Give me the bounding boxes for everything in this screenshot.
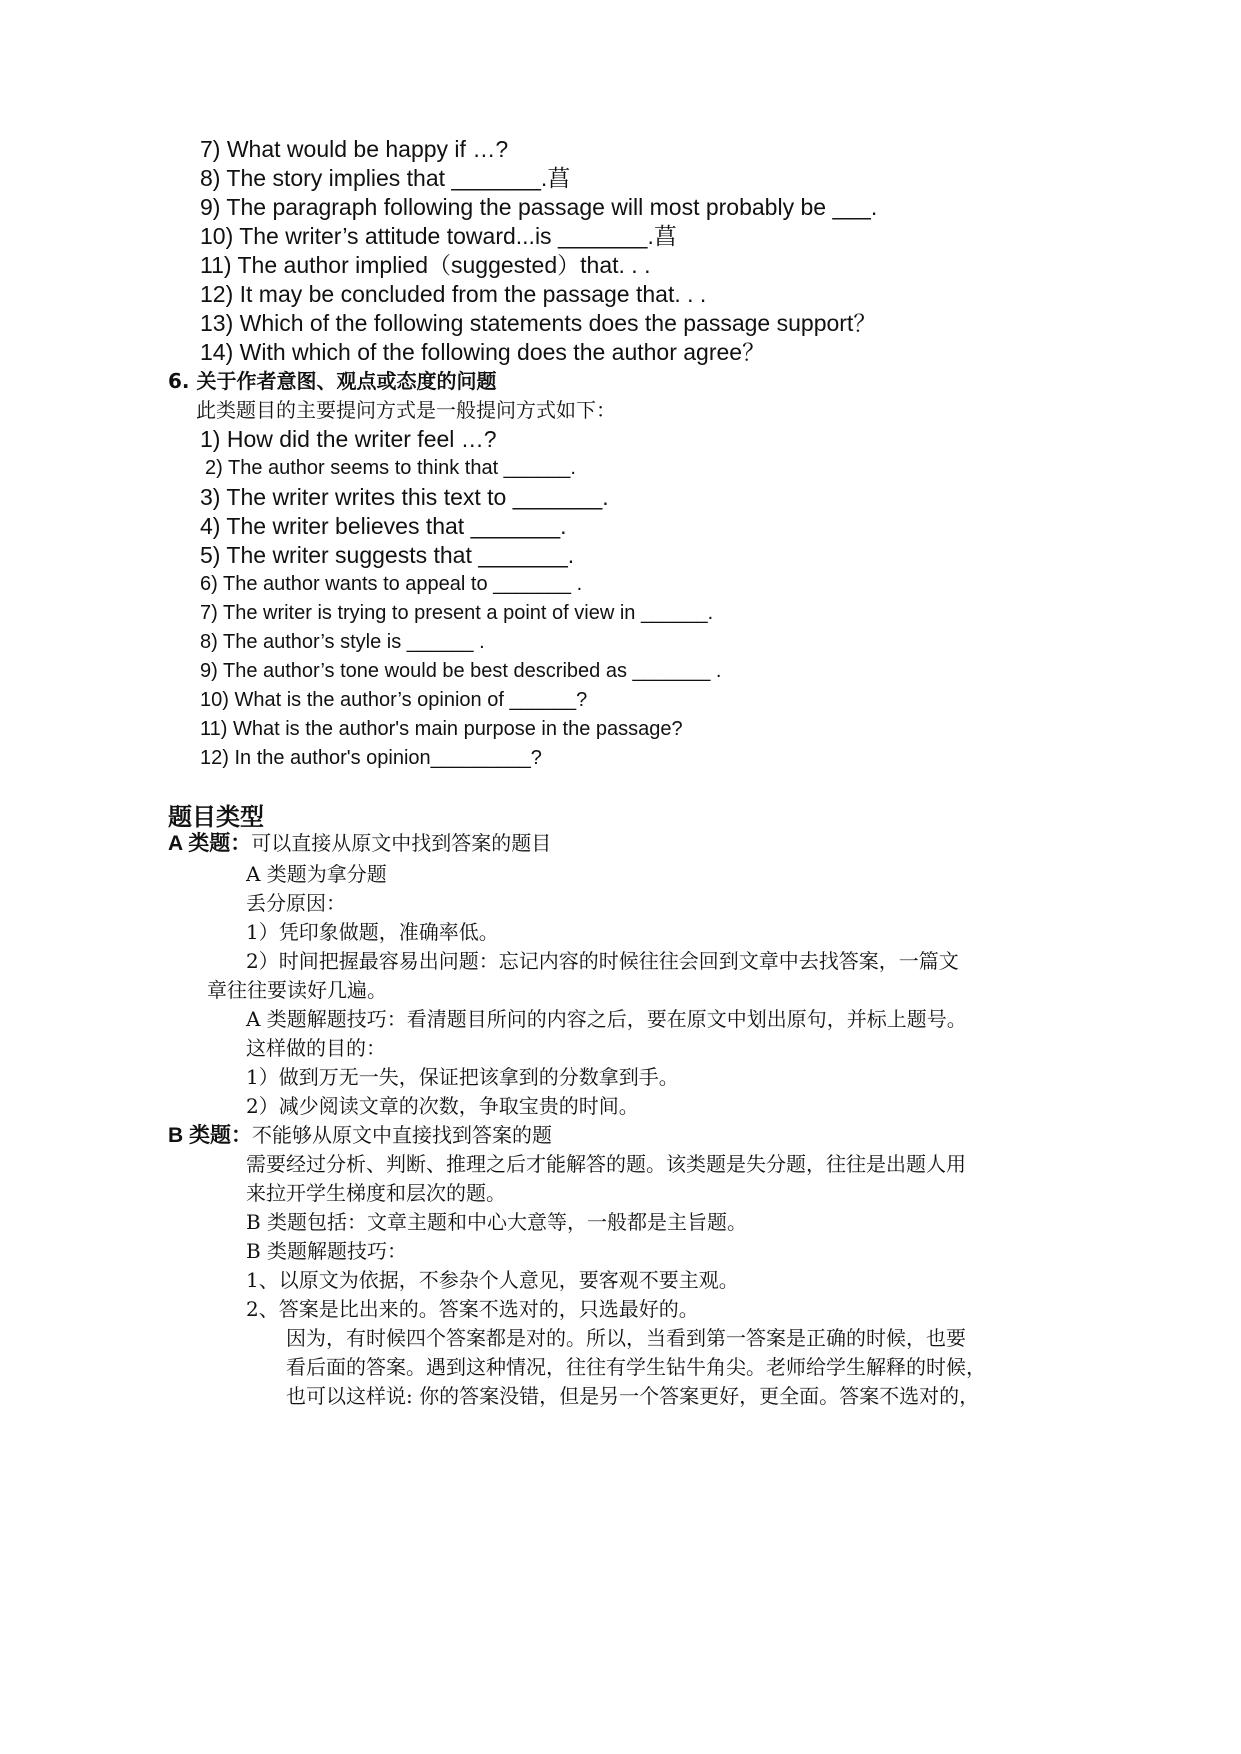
paragraph-line: 来拉开学生梯度和层次的题。 <box>246 1181 506 1205</box>
type-b-label: B 类题： <box>168 1124 252 1147</box>
list-item: 12) In the author's opinion_________? <box>200 747 542 769</box>
list-item: 8) The story implies that _______.菖 <box>200 165 571 191</box>
list-item: 9) The paragraph following the passage will most probably be ___. <box>200 194 878 220</box>
paragraph-line: 这样做的目的： <box>246 1036 386 1060</box>
list-item: 10) What is the author’s opinion of ______? <box>200 689 588 711</box>
paragraph-line: 章往往要读好几遍。 <box>207 978 387 1002</box>
list-item: 13) Which of the following statements does the passage support？ <box>200 310 877 336</box>
type-b-description: 不能够从原文中直接找到答案的题 <box>252 1123 552 1147</box>
list-item: 2) The author seems to think that ______. <box>205 457 576 479</box>
paragraph-line: B 类题解题技巧： <box>246 1239 408 1263</box>
type-a-label: A 类题： <box>168 832 252 855</box>
list-item: 3) The writer writes this text to _______. <box>200 484 609 510</box>
list-item: 8) The author’s style is ______ . <box>200 631 485 653</box>
paragraph-line: 因为，有时候四个答案都是对的。所以，当看到第一答案是正确的时候，也要 <box>286 1326 966 1350</box>
list-item: 11) What is the author's main purpose in the passage? <box>200 718 683 740</box>
paragraph-line: 1）做到万无一失，保证把该拿到的分数拿到手。 <box>246 1065 679 1089</box>
list-item: 12) It may be concluded from the passage that. . . <box>200 281 707 307</box>
section-heading: 6. 关于作者意图、观点或态度的问题 <box>168 369 497 393</box>
paragraph-line: 2、答案是比出来的。答案不选对的，只选最好的。 <box>246 1297 699 1321</box>
paragraph-line: 2）时间把握最容易出问题：忘记内容的时候往往会回到文章中去找答案，一篇文 <box>246 949 959 973</box>
paragraph-line: A 类题为拿分题 <box>246 862 387 886</box>
paragraph-line: 需要经过分析、判断、推理之后才能解答的题。该类题是失分题，往往是出题人用 <box>246 1152 966 1176</box>
list-item: 7) The writer is trying to present a point of view in ______. <box>200 602 714 624</box>
paragraph-line: B 类题包括：文章主题和中心大意等，一般都是主旨题。 <box>246 1210 748 1234</box>
paragraph-line: 丢分原因： <box>246 891 346 915</box>
type-b-header <box>168 1124 552 1148</box>
list-item: 7) What would be happy if …? <box>200 136 509 162</box>
list-item: 9) The author’s tone would be best described as _______ . <box>200 660 722 682</box>
paragraph-line: 看后面的答案。遇到这种情况，往往有学生钻牛角尖。老师给学生解释的时候， <box>286 1355 986 1379</box>
types-title: 题目类型 <box>168 803 264 831</box>
type-a-header <box>168 832 551 856</box>
paragraph-line: 2）减少阅读文章的次数，争取宝贵的时间。 <box>246 1094 639 1118</box>
paragraph-line: A 类题解题技巧：看清题目所问的内容之后，要在原文中划出原句，并标上题号。 <box>246 1007 967 1031</box>
list-item: 4) The writer believes that _______. <box>200 513 567 539</box>
paragraph-line: 1、以原文为依据，不参杂个人意见，要客观不要主观。 <box>246 1268 739 1292</box>
paragraph-line: 也可以这样说: 你的答案没错，但是另一个答案更好，更全面。答案不选对的， <box>286 1384 980 1408</box>
list-item: 14) With which of the following does the author agree？ <box>200 339 766 365</box>
type-a-description: 可以直接从原文中找到答案的题目 <box>251 831 552 855</box>
list-item: 11) The author implied（suggested）that. . . <box>200 252 651 278</box>
list-item: 5) The writer suggests that _______. <box>200 542 575 568</box>
paragraph-line: 1）凭印象做题，准确率低。 <box>246 920 499 944</box>
section-intro: 此类题目的主要提问方式是一般提问方式如下： <box>196 398 616 422</box>
list-item: 6) The author wants to appeal to _______ . <box>200 573 583 595</box>
list-item: 10) The writer’s attitude toward...is _______.菖 <box>200 223 677 249</box>
list-item: 1) How did the writer feel …? <box>200 426 497 452</box>
